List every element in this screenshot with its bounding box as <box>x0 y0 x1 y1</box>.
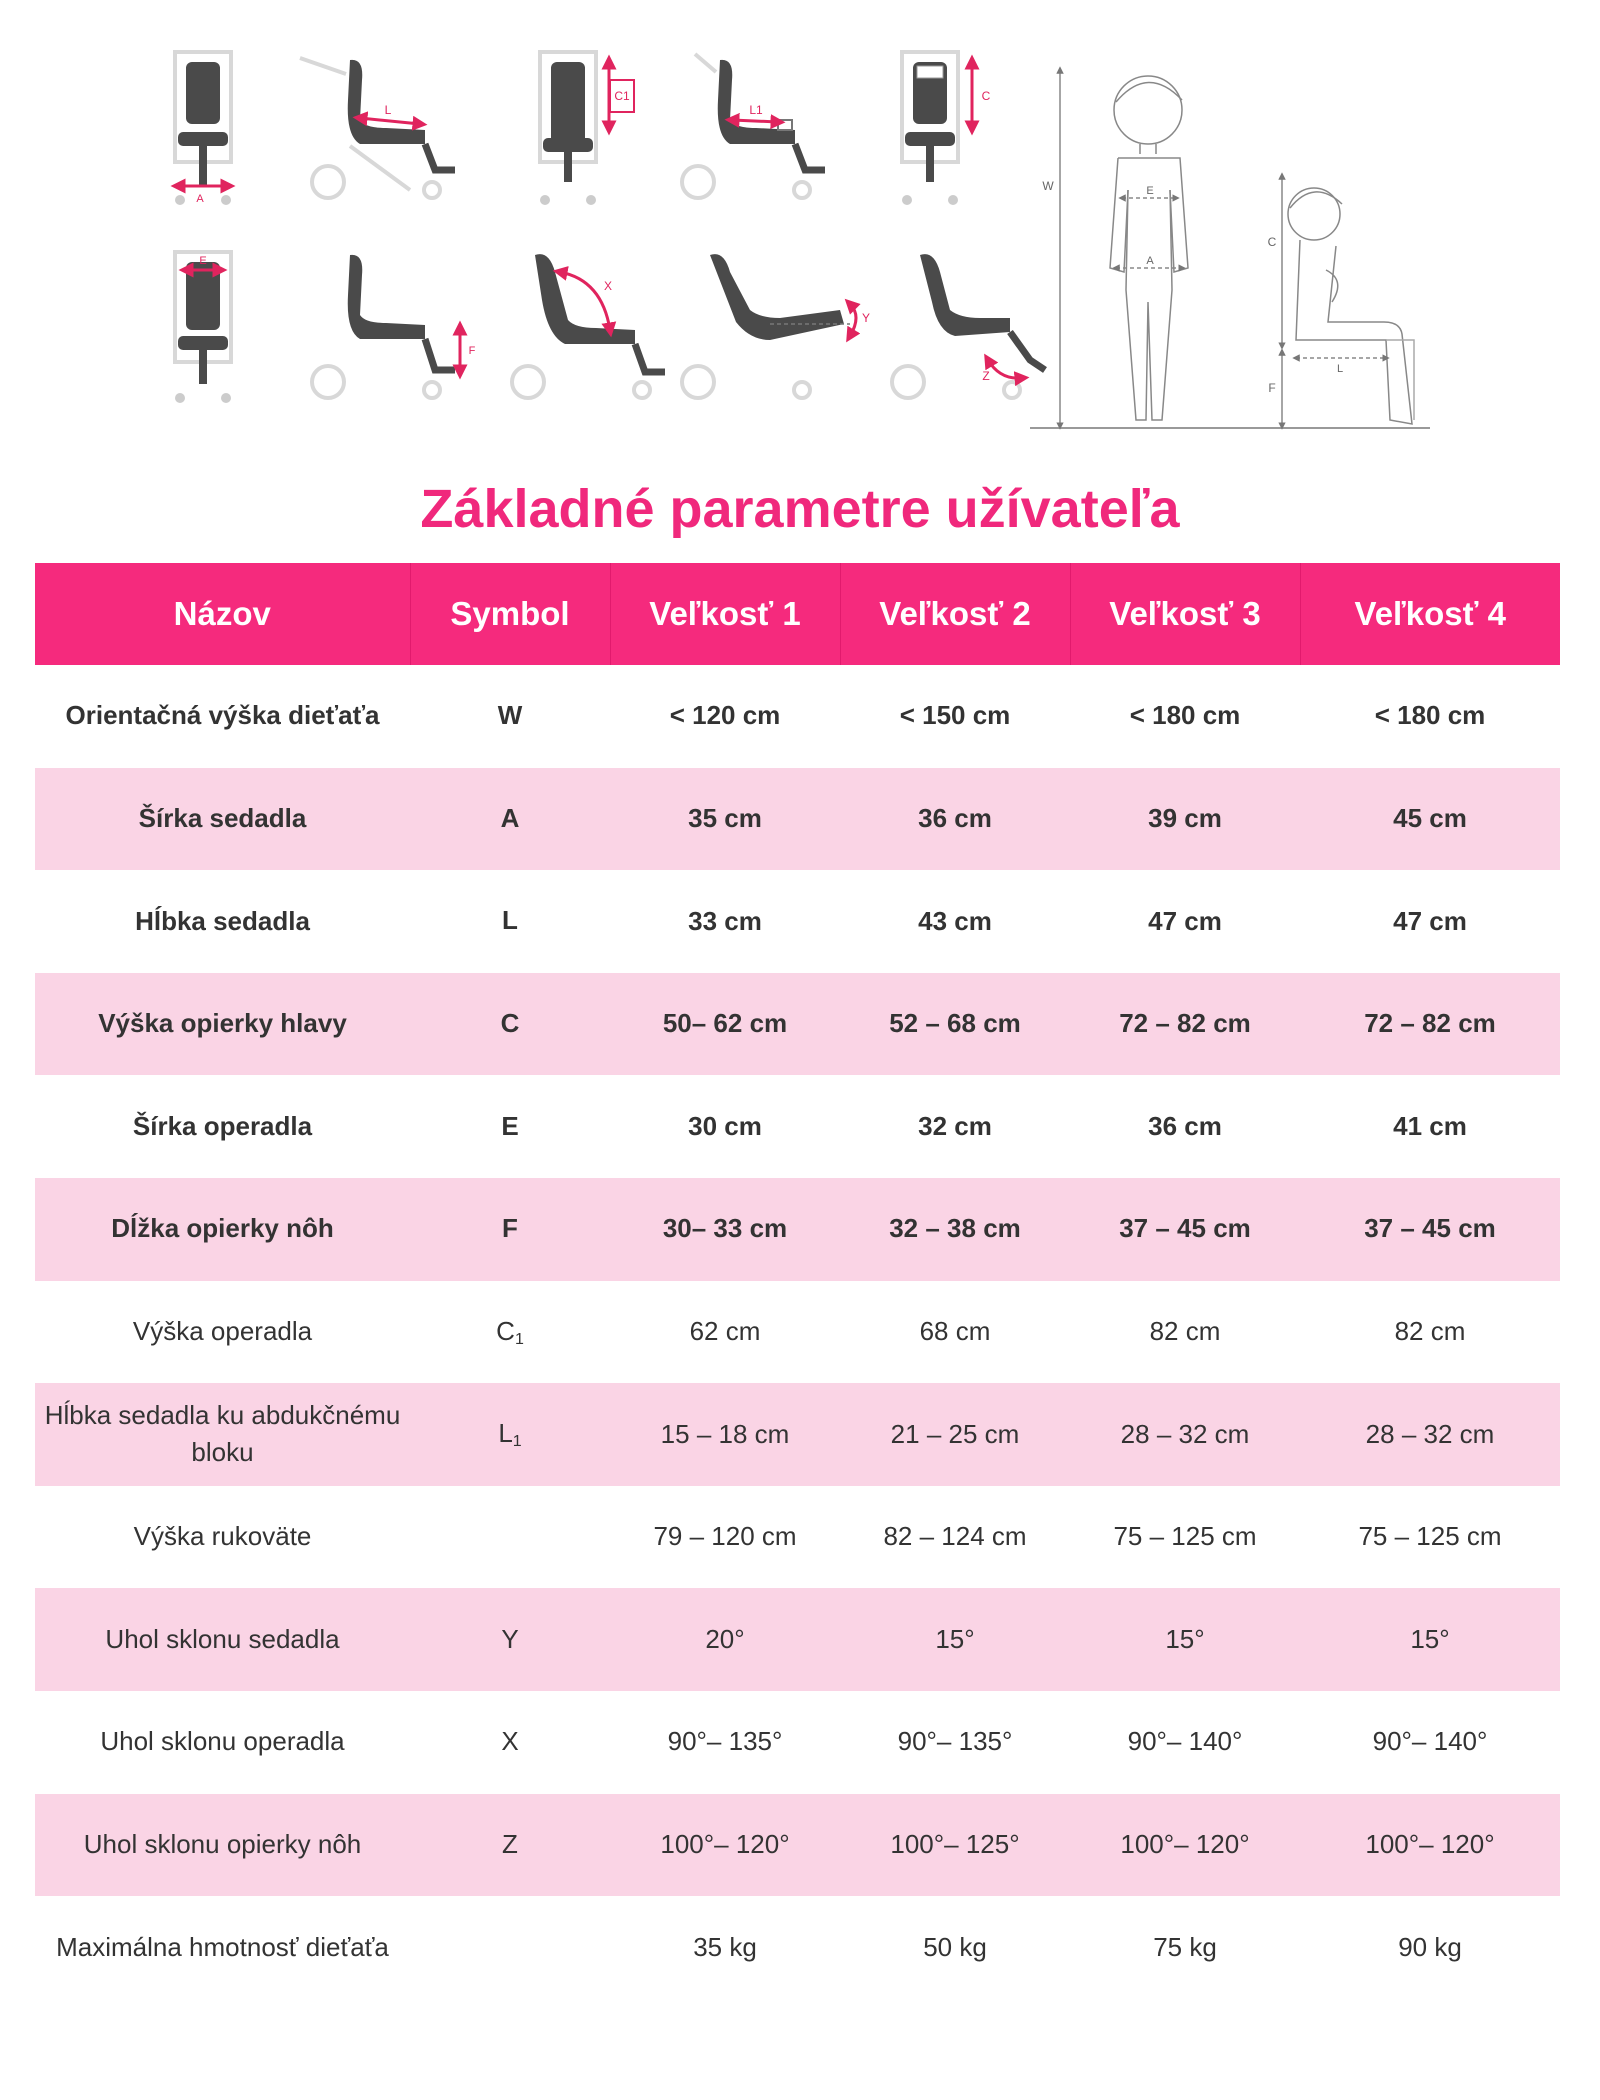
cell-symbol <box>410 768 610 871</box>
cell-size-1: 50– 62 cm <box>610 973 840 1076</box>
cell-size-3: 47 cm <box>1148 905 1222 936</box>
diagram-label: A <box>196 193 204 205</box>
symbol-text: Y <box>501 1623 519 1654</box>
symbol-text: F <box>502 1213 518 1244</box>
cell-size-2: 43 cm <box>918 905 992 936</box>
diagram-label: C <box>1267 235 1277 249</box>
symbol-text: W <box>497 700 523 731</box>
diagram-label: C <box>981 89 991 103</box>
diagram-label: Z <box>982 369 990 383</box>
symbol-text: E <box>501 1110 519 1141</box>
cell-name: Uhol sklonu opierky nôh <box>35 1794 410 1897</box>
cell-symbol <box>410 973 610 1076</box>
cell-size-2: 82 – 124 cm <box>883 1521 1027 1552</box>
cell-size-3: 36 cm <box>1148 1110 1222 1141</box>
cell-symbol <box>410 1075 610 1178</box>
cell-symbol <box>410 665 610 768</box>
cell-size-4: 100°– 120° <box>1300 1794 1560 1897</box>
diagram-label: L <box>1336 363 1344 375</box>
symbol-text: C <box>500 1007 520 1038</box>
measurement-diagram <box>150 40 1450 440</box>
cell-size-3: 90°– 140° <box>1127 1726 1243 1757</box>
cell-size-1: 35 cm <box>610 768 840 871</box>
cell-size-4: 28 – 32 cm <box>1300 1383 1560 1486</box>
table-row <box>35 1178 1560 1281</box>
cell-size-3: 100°– 120° <box>1070 1794 1300 1897</box>
cell-size-2: 32 cm <box>918 1110 992 1141</box>
cell-size-3: 82 cm <box>1149 1316 1221 1347</box>
cell-size-2: 68 cm <box>919 1316 991 1347</box>
diagram-label: A <box>1146 255 1154 267</box>
symbol-text: Z <box>502 1828 518 1859</box>
symbol-text: L <box>502 905 518 936</box>
cell-size-1: 33 cm <box>688 905 762 936</box>
cell-size-2: 32 – 38 cm <box>840 1178 1070 1281</box>
cell-symbol <box>410 1588 610 1691</box>
diagram-label: L1 <box>749 103 763 117</box>
table-header-row <box>35 563 1560 665</box>
cell-size-4: 45 cm <box>1300 768 1560 871</box>
header-symbol: Symbol <box>410 563 610 665</box>
chair-front-backrest-height <box>902 52 991 205</box>
chair-side-footrest-angle <box>892 254 1045 398</box>
cell-size-4: 82 cm <box>1394 1316 1466 1347</box>
cell-size-4: 75 – 125 cm <box>1358 1521 1502 1552</box>
cell-size-1: 90°– 135° <box>667 1726 783 1757</box>
cell-size-1: 30 cm <box>688 1110 762 1141</box>
cell-size-2: 90°– 135° <box>897 1726 1013 1757</box>
diagram-label: E <box>1146 185 1154 197</box>
cell-name: Hĺbka sedadla ku abdukčnému bloku <box>35 1383 410 1486</box>
cell-symbol <box>410 1486 610 1589</box>
symbol-text: L <box>498 1418 513 1449</box>
cell-name: Šírka operadla <box>132 1110 313 1141</box>
cell-size-2: 50 kg <box>923 1931 987 1962</box>
cell-size-2: 100°– 125° <box>840 1794 1070 1897</box>
cell-size-3: 72 – 82 cm <box>1070 973 1300 1076</box>
symbol-text: A <box>500 802 520 833</box>
chair-side-seat-depth <box>300 58 455 198</box>
cell-name: Uhol sklonu operadla <box>100 1726 345 1757</box>
chair-front-backrest-width <box>175 252 231 403</box>
chair-side-seat-tilt <box>682 254 870 398</box>
cell-size-3: 39 cm <box>1070 768 1300 871</box>
cell-name: Hĺbka sedadla <box>135 905 310 936</box>
chair-side-footrest-length <box>312 255 476 398</box>
diagram-label: F <box>468 345 476 357</box>
cell-symbol <box>410 1383 610 1486</box>
cell-size-1: 20° <box>610 1588 840 1691</box>
diagram-label: L <box>384 103 392 117</box>
header-name: Názov <box>35 563 410 665</box>
table-row <box>35 1794 1560 1897</box>
symbol-subscript: 1 <box>514 1330 524 1348</box>
symbol-text: X <box>501 1726 519 1757</box>
table-row <box>35 1588 1560 1691</box>
cell-name: Výška operadla <box>132 1316 313 1347</box>
diagram-label: Y <box>861 311 871 325</box>
cell-size-1: 15 – 18 cm <box>610 1383 840 1486</box>
table-row <box>35 1486 1560 1589</box>
header-size-3: Veľkosť 3 <box>1070 563 1300 665</box>
cell-size-3: 15° <box>1070 1588 1300 1691</box>
cell-symbol <box>410 1794 610 1897</box>
child-standing-figure <box>1030 70 1430 428</box>
chair-side-abduction-depth <box>682 54 825 198</box>
cell-name: Orientačná výška dieťaťa <box>65 700 380 731</box>
cell-name: Dĺžka opierky nôh <box>35 1178 410 1281</box>
cell-symbol <box>410 1281 610 1384</box>
cell-size-3: 37 – 45 cm <box>1070 1178 1300 1281</box>
table-row <box>35 1281 1560 1384</box>
cell-symbol <box>410 1896 610 1999</box>
cell-size-1: 100°– 120° <box>610 1794 840 1897</box>
chair-front-headrest-height <box>540 52 634 205</box>
table-row <box>35 1075 1560 1178</box>
cell-size-4: 72 – 82 cm <box>1300 973 1560 1076</box>
header-size-4: Veľkosť 4 <box>1300 563 1560 665</box>
cell-size-3: 75 – 125 cm <box>1113 1521 1257 1552</box>
cell-size-1: 35 kg <box>693 1931 757 1962</box>
cell-size-1: 79 – 120 cm <box>653 1521 797 1552</box>
page-title: Základné parametre užívateľa <box>420 479 1180 539</box>
table-row <box>35 1691 1560 1794</box>
diagram-label: C1 <box>614 89 630 103</box>
cell-size-4: < 180 cm <box>1374 700 1486 731</box>
cell-symbol <box>410 1691 610 1794</box>
symbol-text: C <box>496 1315 515 1346</box>
cell-name: Maximálna hmotnosť dieťaťa <box>56 1931 389 1962</box>
diagram-label: W <box>1042 179 1054 193</box>
cell-size-1: 62 cm <box>689 1316 761 1347</box>
cell-size-2: 52 – 68 cm <box>840 973 1070 1076</box>
cell-size-3: 75 kg <box>1153 1931 1217 1962</box>
cell-symbol <box>410 870 610 973</box>
cell-name: Šírka sedadla <box>35 768 410 871</box>
cell-size-4: 37 – 45 cm <box>1300 1178 1560 1281</box>
child-seated-figure <box>1282 176 1414 426</box>
cell-size-4: 47 cm <box>1393 905 1467 936</box>
diagram-label: F <box>1268 381 1276 395</box>
table-row <box>35 870 1560 973</box>
cell-name: Uhol sklonu sedadla <box>35 1588 410 1691</box>
cell-size-2: 15° <box>840 1588 1070 1691</box>
cell-size-4: 15° <box>1300 1588 1560 1691</box>
cell-size-4: 41 cm <box>1393 1110 1467 1141</box>
header-size-1: Veľkosť 1 <box>610 563 840 665</box>
diagram-label: E <box>199 255 207 267</box>
cell-symbol <box>410 1178 610 1281</box>
cell-name: Výška rukoväte <box>133 1521 312 1552</box>
table-row <box>35 768 1560 871</box>
table-row <box>35 665 1560 768</box>
cell-size-3: < 180 cm <box>1129 700 1241 731</box>
parameters-table <box>35 563 1560 1999</box>
cell-size-2: < 150 cm <box>899 700 1011 731</box>
header-size-2: Veľkosť 2 <box>840 563 1070 665</box>
symbol-subscript: 1 <box>512 1433 522 1451</box>
cell-size-2: 36 cm <box>840 768 1070 871</box>
table-row <box>35 973 1560 1076</box>
cell-size-4: 90°– 140° <box>1372 1726 1488 1757</box>
table-row <box>35 1383 1560 1486</box>
table-row <box>35 1896 1560 1999</box>
cell-size-1: < 120 cm <box>669 700 781 731</box>
chair-front-seat-width <box>175 52 231 205</box>
diagram-label: X <box>603 279 613 293</box>
cell-size-2: 21 – 25 cm <box>840 1383 1070 1486</box>
cell-size-4: 90 kg <box>1398 1931 1462 1962</box>
cell-size-3: 28 – 32 cm <box>1070 1383 1300 1486</box>
cell-size-1: 30– 33 cm <box>610 1178 840 1281</box>
chair-side-backrest-angle <box>512 254 665 398</box>
cell-name: Výška opierky hlavy <box>35 973 410 1076</box>
